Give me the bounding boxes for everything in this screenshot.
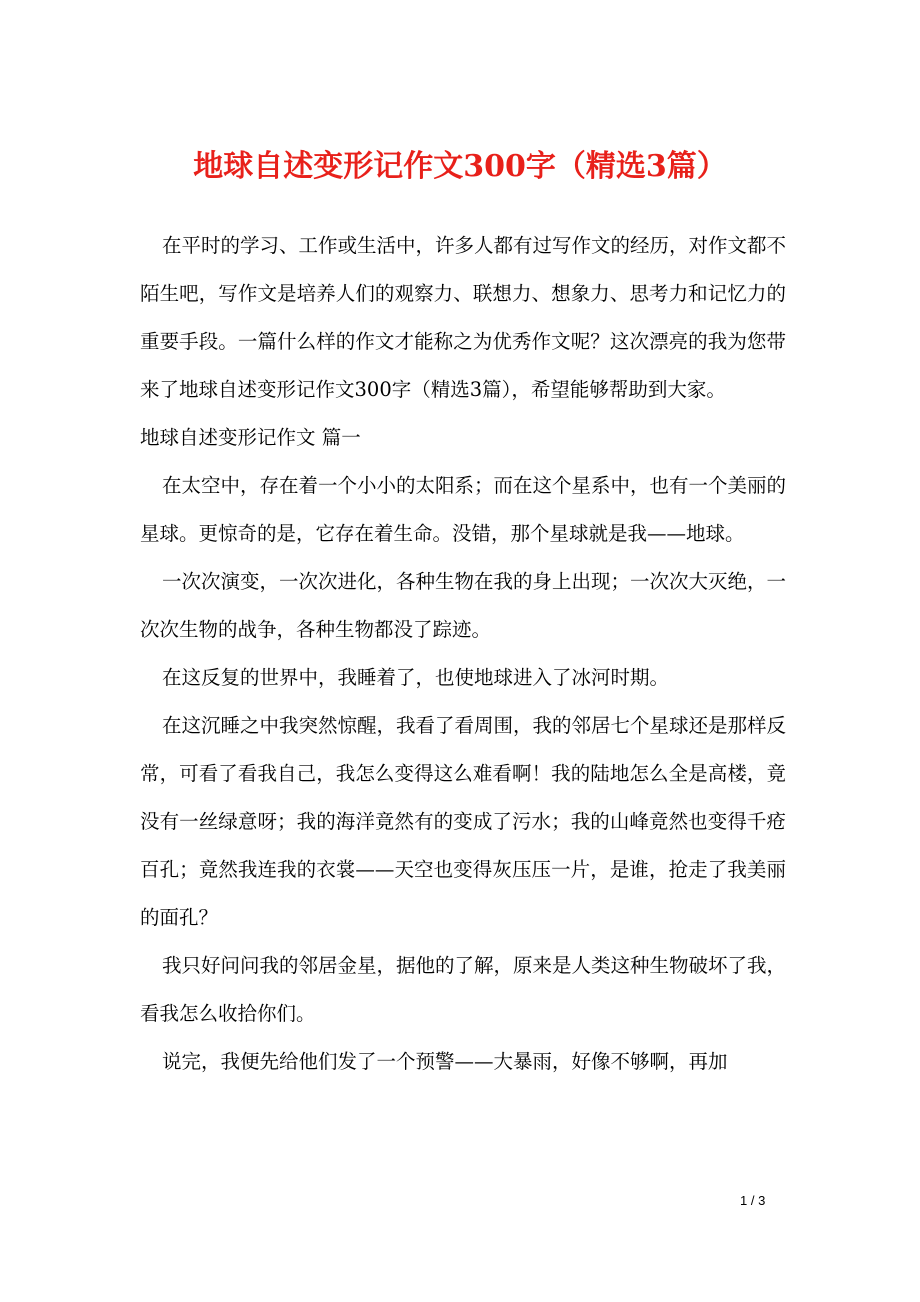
body-paragraph: 在这沉睡之中我突然惊醒，我看了看周围，我的邻居七个星球还是那样反常，可看了看我自己，我怎么变得这么难看啊！我的陆地怎么全是高楼，竟没有一丝绿意呀；我的海洋竟然有的变成了污水；我的山峰竟然也变得千疮百孔；竟然我连我的衣裳——天空也变得灰压压一片，是谁，抢走了我美丽的面孔？ — [140, 714, 787, 929]
section-heading: 地球自述变形记作文 篇一 — [140, 426, 361, 449]
body-paragraph: 说完，我便先给他们发了一个预警——大暴雨，好像不够啊，再加 — [162, 1050, 728, 1073]
body-paragraph: 我只好问问我的邻居金星，据他的了解，原来是人类这种生物破坏了我，看我怎么收拾你们。 — [140, 954, 787, 1025]
body-paragraph: 在太空中，存在着一个小小的太阳系；而在这个星系中，也有一个美丽的星球。更惊奇的是，它存在着生命。没错，那个星球就是我——地球。 — [140, 474, 787, 545]
page-indicator: 1 / 3 — [740, 1193, 766, 1208]
intro-paragraph: 在平时的学习、工作或生活中，许多人都有过写作文的经历，对作文都不陌生吧，写作文是培养人们的观察力、联想力、想象力、思考力和记忆力的重要手段。一篇什么样的作文才能称之为优秀作文呢？这次漂亮的我为您带来了地球自述变形记作文300字（精选3篇），希望能够帮助到大家。 — [140, 234, 787, 401]
document-body — [140, 222, 786, 1086]
body-paragraph: 在这反复的世界中，我睡着了，也使地球进入了冰河时期。 — [162, 666, 670, 689]
document-title: 地球自述变形记作文300字（精选3篇） — [193, 149, 727, 184]
body-paragraph: 一次次演变，一次次进化，各种生物在我的身上出现；一次次大灭绝，一次次生物的战争，各种生物都没了踪迹。 — [140, 570, 787, 641]
